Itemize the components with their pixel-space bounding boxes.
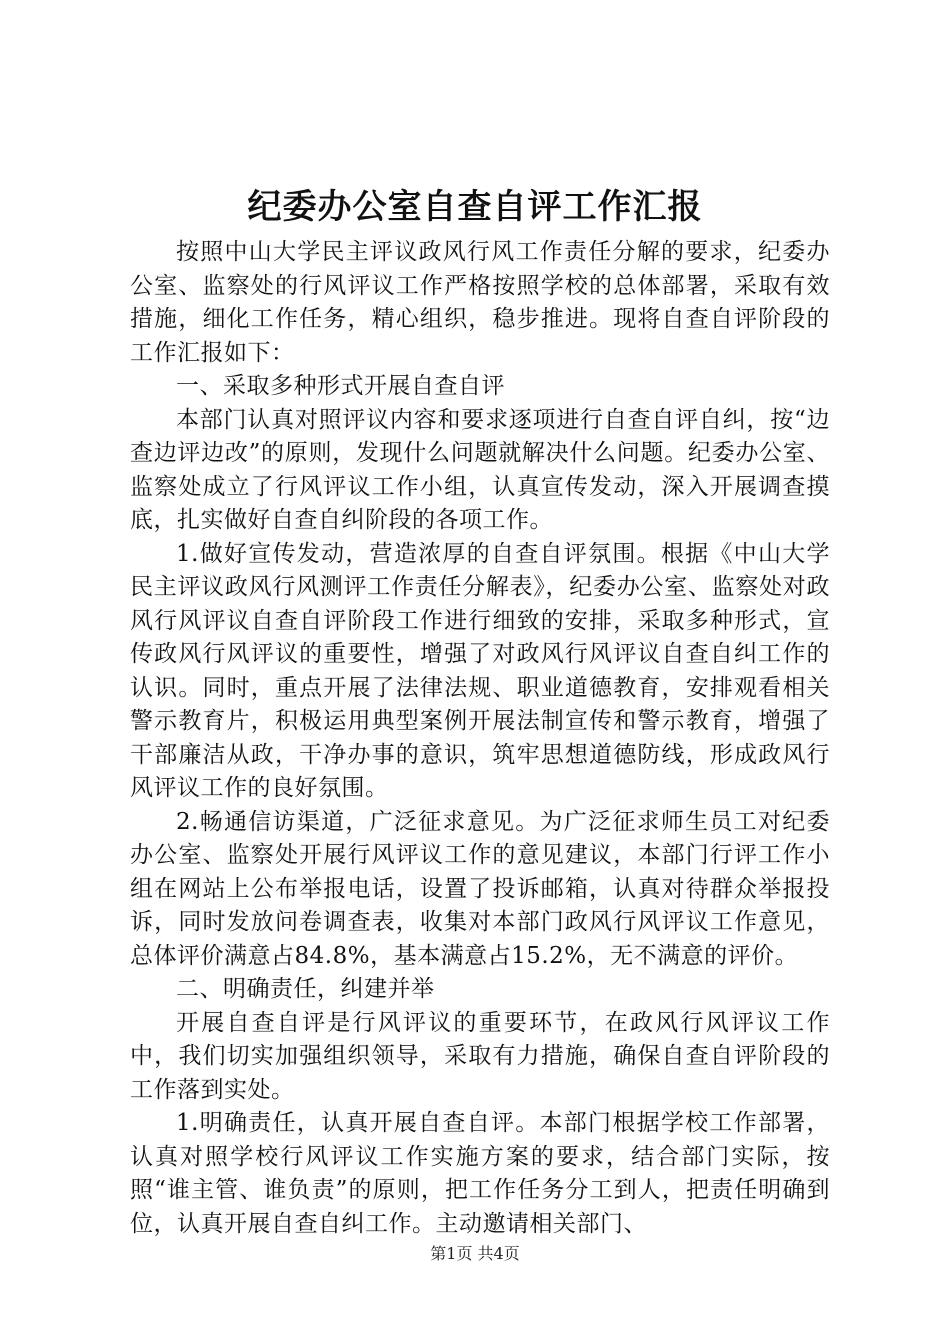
section-1-paragraph: 本部门认真对照评议内容和要求逐项进行自查自评自纠，按“边查边评边改”的原则，发现什么问题就解决什么问题。纪委办公室、监察处成立了行风评议工作小组，认真宣传发动，深入开展调查摸底，扎实做好自查自纠阶段的各项工作。 xyxy=(130,406,830,533)
document-body xyxy=(130,236,830,1241)
section-heading-2: 二、明确责任，纠建并举 xyxy=(176,976,435,1002)
section-1-item-1: 1.做好宣传发动，营造浓厚的自查自评氛围。根据《中山大学民主评议政风行风测评工作责任分解表》，纪委办公室、监察处对政风行风评议自查自评阶段工作进行细致的安排，采取多种形式，宣传政风行风评议的重要性，增强了对政风行风评议自查自纠工作的认识。同时，重点开展了法律法规、职业道德教育，安排观看相关警示教育片，积极运用典型案例开展法制宣传和警示教育，增强了干部廉洁从政，干净办事的意识，筑牢思想道德防线，形成政风行风评议工作的良好氛围。 xyxy=(130,540,830,801)
section-heading-1: 一、采取多种形式开展自查自评 xyxy=(176,373,505,399)
section-2-item-1: 1.明确责任，认真开展自查自评。本部门根据学校工作部署，认真对照学校行风评议工作实施方案的要求，结合部门实际，按照“谁主管、谁负责”的原则，把工作任务分工到人，把责任明确到位，认真开展自查自纠工作。主动邀请相关部门、 xyxy=(130,1110,830,1237)
document-title: 纪委办公室自查自评工作汇报 xyxy=(247,187,703,227)
page-number-footer: 第1页 共4页 xyxy=(430,1244,520,1263)
section-1-item-2: 2.畅通信访渠道，广泛征求意见。为广泛征求师生员工对纪委办公室、监察处开展行风评议工作的意见建议，本部门行评工作小组在网站上公布举报电话，设置了投诉邮箱，认真对待群众举报投诉，同时发放问卷调查表，收集对本部门政风行风评议工作意见，总体评价满意占84.8%，基本满意占15.2%，无不满意的评价。 xyxy=(130,808,830,969)
section-2-paragraph: 开展自查自评是行风评议的重要环节，在政风行风评议工作中，我们切实加强组织领导，采取有力措施，确保自查自评阶段的工作落到实处。 xyxy=(130,1009,830,1103)
intro-paragraph: 按照中山大学民主评议政风行风工作责任分解的要求，纪委办公室、监察处的行风评议工作严格按照学校的总体部署，采取有效措施，细化工作任务，精心组织，稳步推进。现将自查自评阶段的工作汇报如下： xyxy=(130,239,830,366)
